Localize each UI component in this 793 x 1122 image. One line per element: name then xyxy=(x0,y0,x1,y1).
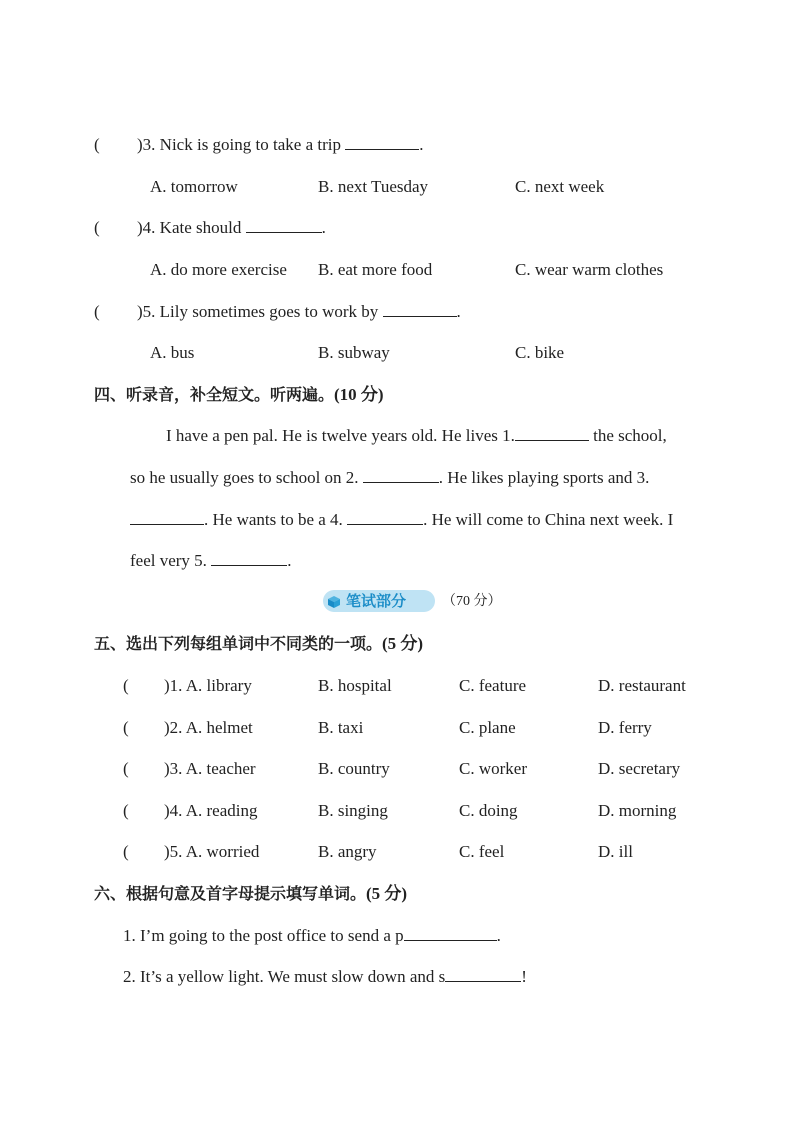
option-b: B. singing xyxy=(318,801,388,820)
passage-line-3: . He wants to be a 4. . He will come to China next week. I xyxy=(130,510,673,530)
option-c: C. plane xyxy=(459,718,516,737)
written-part-label: 笔试部分 xyxy=(346,592,407,610)
answer-blank[interactable] xyxy=(246,218,322,233)
row-number: )2. A. helmet xyxy=(164,718,253,737)
row-number: )5. A. worried xyxy=(164,842,260,861)
option-d: D. restaurant xyxy=(598,676,686,695)
option-a: A. do more exercise xyxy=(150,260,287,279)
answer-blank[interactable] xyxy=(404,926,497,941)
option-a: A. tomorrow xyxy=(150,177,238,196)
option-d: D. ill xyxy=(598,842,633,861)
option-c: C. bike xyxy=(515,343,565,362)
question-stem: )5. Lily sometimes goes to work by . xyxy=(137,302,461,321)
answer-blank[interactable] xyxy=(445,967,521,982)
answer-paren-open: ( xyxy=(94,302,100,321)
passage-blank-3[interactable] xyxy=(130,510,204,525)
written-part-score: （70 分） xyxy=(442,594,502,609)
option-b: B. next Tuesday xyxy=(318,177,429,196)
option-c: C. doing xyxy=(459,801,518,820)
answer-paren-open: ( xyxy=(123,718,129,737)
answer-paren-open: ( xyxy=(123,801,129,820)
passage-blank-5[interactable] xyxy=(211,551,287,566)
answer-paren-open: ( xyxy=(123,759,129,778)
cube-icon xyxy=(326,594,342,610)
option-b: B. eat more food xyxy=(318,260,433,279)
question-stem: )4. Kate should . xyxy=(137,218,326,237)
passage-line-2: so he usually goes to school on 2. . He likes playing sports and 3. xyxy=(130,468,650,487)
option-a: A. bus xyxy=(150,343,195,362)
section-5-heading: 五、选出下列每组单词中不同类的一项。(5 分) xyxy=(94,634,424,653)
option-d: D. ferry xyxy=(598,718,652,737)
answer-blank[interactable] xyxy=(383,302,457,317)
section-6-item-1: 1. I’m going to the post office to send a p . xyxy=(123,926,501,945)
option-c: C. wear warm clothes xyxy=(515,260,664,279)
option-b: B. taxi xyxy=(318,718,364,737)
section-6-item-2: 2. It’s a yellow light. We must slow down and s ! xyxy=(123,967,527,986)
option-b: B. country xyxy=(318,759,390,778)
section-6-heading: 六、根据句意及首字母提示填写单词。(5 分) xyxy=(94,884,408,903)
passage-line-1: I have a pen pal. He is twelve years old. He lives 1. the school, xyxy=(166,426,667,445)
option-d: D. morning xyxy=(598,801,677,820)
row-number: )3. A. teacher xyxy=(164,759,256,778)
answer-paren-open: ( xyxy=(94,135,100,154)
passage-blank-2[interactable] xyxy=(363,468,439,483)
section-4-heading: 四、听录音，补全短文。听两遍。(10 分) xyxy=(94,385,384,404)
option-c: C. feel xyxy=(459,842,505,861)
option-b: B. subway xyxy=(318,343,390,362)
answer-paren-open: ( xyxy=(123,676,129,695)
answer-paren-open: ( xyxy=(94,218,100,237)
option-b: B. angry xyxy=(318,842,377,861)
passage-blank-1[interactable] xyxy=(515,426,589,441)
passage-line-4: feel very 5. . xyxy=(130,551,292,570)
question-stem: )3. Nick is going to take a trip . xyxy=(137,135,424,154)
option-d: D. secretary xyxy=(598,759,681,778)
row-number: )4. A. reading xyxy=(164,801,258,820)
option-b: B. hospital xyxy=(318,676,392,695)
answer-blank[interactable] xyxy=(345,135,419,150)
answer-paren-open: ( xyxy=(123,842,129,861)
option-c: C. feature xyxy=(459,676,527,695)
passage-blank-4[interactable] xyxy=(347,510,423,525)
option-c: C. worker xyxy=(459,759,527,778)
option-c: C. next week xyxy=(515,177,605,196)
row-number: )1. A. library xyxy=(164,676,252,695)
